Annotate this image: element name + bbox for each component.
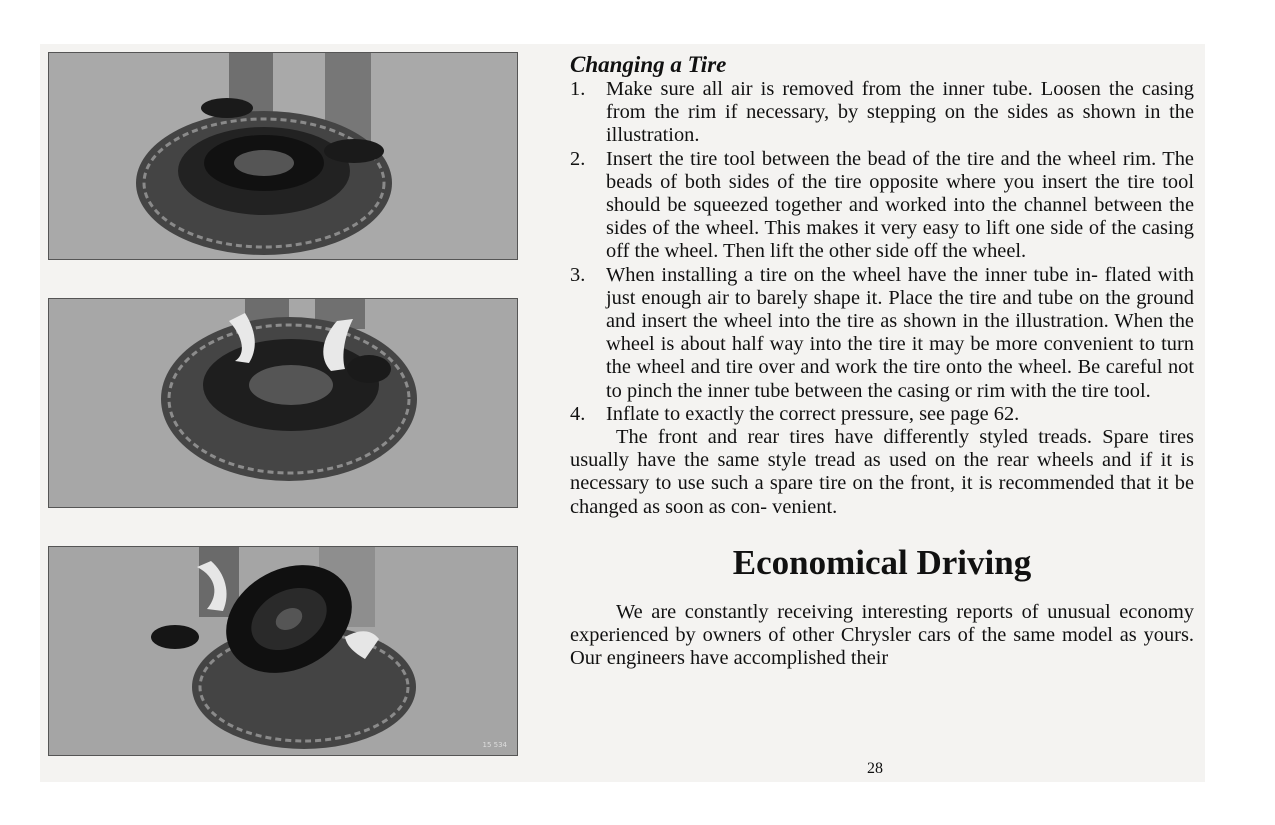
economy-paragraph: We are constantly receiving interesting reports of unusual economy experienced by owners of other Chrysler cars of the same model as yours. Our engineers have accomplished their — [570, 600, 1194, 670]
step-number: 4. — [570, 402, 586, 425]
step-number: 1. — [570, 78, 586, 100]
photo-inserting-tire-tool — [48, 298, 518, 508]
photo-inserting-wheel — [48, 546, 518, 756]
page-number: 28 — [867, 760, 883, 777]
photo-loosening-casing — [48, 52, 518, 260]
list-item — [570, 148, 1194, 264]
step-text: Make sure all air is removed from the inner tube. Loosen the casing from the rim if necessary, by stepping on the sides as shown in the illustration. — [606, 78, 1194, 147]
text-column — [570, 52, 1194, 670]
list-item — [570, 264, 1194, 403]
step-text: Inflate to exactly the correct pressure, see page 62. — [606, 402, 1020, 425]
list-item — [570, 403, 1194, 426]
step-text: Insert the tire tool between the bead of the tire and the wheel rim. The beads of both sides of the tire opposite where you insert the tire tool should be squeezed together and worked into the channel between the sides of the wheel. This makes it very easy to lift one side of the casing off the wheel. Then lift the other side off the wheel. — [606, 147, 1194, 263]
section-title: Changing a Tire — [570, 52, 727, 77]
tread-note: The front and rear tires have differently styled treads. Spare tires usually have the same style tread as used on the rear wheels and if it is necessary to use such a spare tire on the front, it is recommended that it be changed as soon as con- venient. — [570, 426, 1194, 518]
photo-code: 15 534 — [482, 741, 507, 749]
step-number: 3. — [570, 263, 586, 286]
steps-list — [570, 78, 1194, 426]
economy-heading: Economical Driving — [732, 542, 1032, 582]
step-number: 2. — [570, 147, 586, 170]
list-item — [570, 78, 1194, 148]
step-text: When installing a tire on the wheel have the inner tube in- flated with just enough air to barely shape it. Place the tire and tube on the ground and insert the wheel into the tire as shown in the illustration. When the wheel is about half way into the tire it may be more convenient to turn the wheel and tire over and work the tire onto the wheel. Be careful not to pinch the inner tube between the casing or rim with the tire tool. — [606, 263, 1194, 402]
